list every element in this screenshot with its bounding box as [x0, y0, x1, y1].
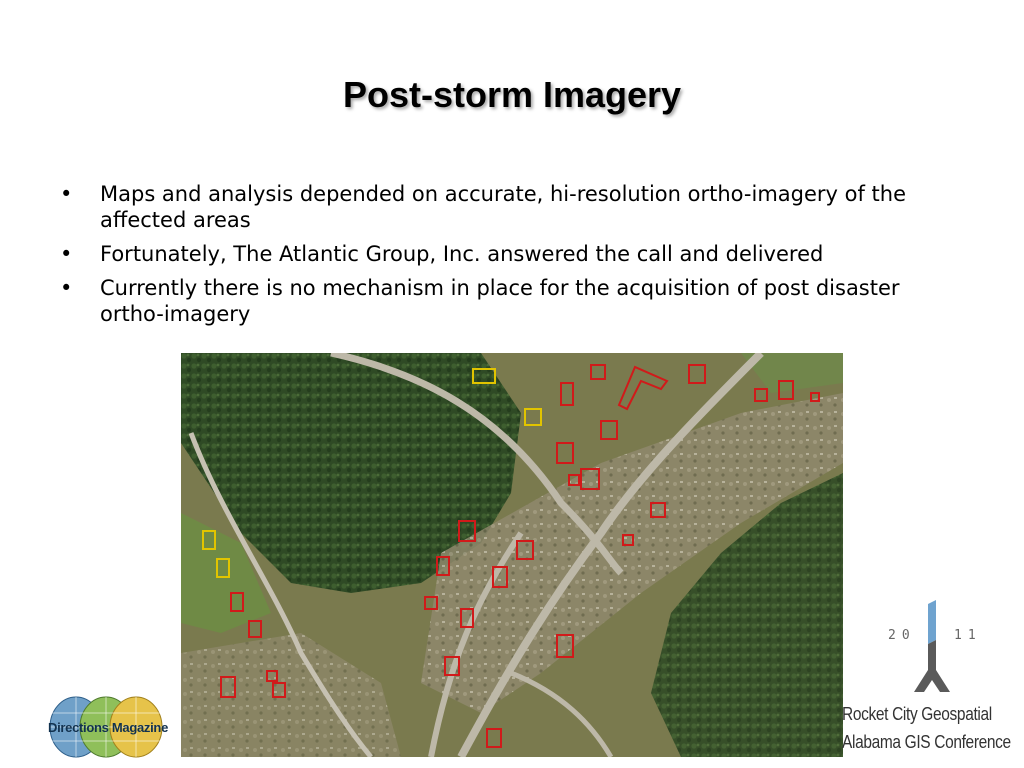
bullet-list	[58, 181, 958, 335]
bullet-text: Maps and analysis depended on accurate, hi-resolution ortho-imagery of the affected areas	[100, 182, 907, 232]
bullet-marker: •	[60, 182, 73, 206]
rocket-icon	[842, 600, 1024, 700]
bullet-item	[58, 181, 958, 233]
year-left: 20	[888, 628, 916, 643]
directions-magazine-text: Directions Magazine	[48, 720, 168, 735]
bullet-item	[58, 275, 958, 327]
conference-line-2: Alabama GIS Conference	[842, 732, 1011, 752]
bullet-text: Currently there is no mechanism in place for the acquisition of post disaster ortho-imagery	[100, 276, 900, 326]
year-right: 11	[954, 628, 982, 643]
rocket-city-conference-logo	[842, 600, 1024, 760]
slide-title: Post-storm Imagery	[342, 74, 682, 115]
bullet-text: Fortunately, The Atlantic Group, Inc. answered the call and delivered	[100, 242, 824, 266]
bullet-item	[58, 241, 958, 267]
bullet-marker: •	[60, 242, 73, 266]
conference-line-1: Rocket City Geospatial	[842, 704, 992, 724]
aerial-photo	[181, 353, 843, 757]
directions-magazine-logo	[48, 693, 168, 761]
bullet-marker: •	[60, 276, 73, 300]
